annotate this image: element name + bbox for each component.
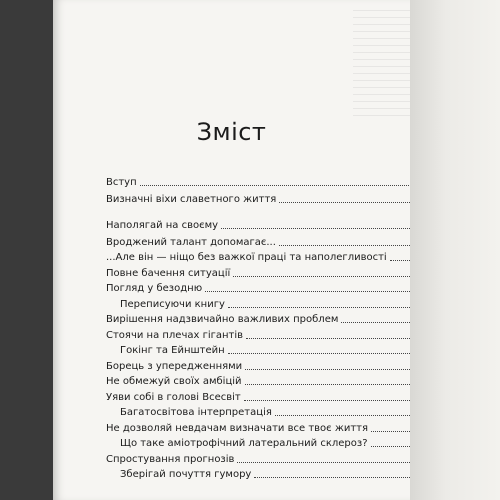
toc-entry-title: Переписуючи книгу — [120, 299, 225, 310]
toc-entry-title: Вирішення надзвичайно важливих проблем — [106, 314, 339, 325]
toc-entry — [120, 406, 426, 420]
dot-leader — [279, 202, 410, 203]
dot-leader — [221, 228, 410, 229]
dot-leader — [246, 338, 410, 339]
toc-entry — [106, 360, 426, 374]
toc-entry — [106, 193, 426, 207]
toc-entry — [106, 176, 426, 190]
toc-entry — [120, 344, 426, 358]
toc-entry — [106, 391, 426, 405]
toc-entry-title: Наполягай на своєму — [106, 220, 219, 231]
dot-leader — [254, 477, 410, 478]
dot-leader — [245, 369, 410, 370]
toc-entry-title: Вроджений талант допомагає... — [106, 237, 276, 248]
dot-leader — [244, 400, 411, 401]
dot-leader — [341, 322, 410, 323]
dot-leader — [228, 353, 411, 354]
toc-entry — [106, 453, 426, 467]
dot-leader — [140, 185, 417, 186]
toc-entry-title: Борець з упередженнями — [106, 361, 243, 372]
dot-leader — [205, 291, 410, 292]
toc-entry — [120, 298, 426, 312]
toc-entry — [106, 313, 426, 327]
toc-entry — [120, 468, 426, 482]
dot-leader — [233, 276, 410, 277]
toc-entry-title: Спростування прогнозів — [106, 454, 235, 465]
toc-entry-title: Не обмежуй своїх амбіцій — [106, 376, 242, 387]
toc-entry-title: Вступ — [106, 177, 137, 188]
toc-entry-title: ...Але він — ніщо без важкої праці та наполегливості — [106, 252, 387, 263]
toc-entry — [106, 375, 426, 389]
toc-entry-title: Повне бачення ситуації — [106, 268, 231, 279]
toc-entry-title: Зберігай почуття гумору — [120, 469, 252, 480]
toc-entry-title: Гокінг та Ейнштейн — [120, 345, 225, 356]
dot-leader — [279, 245, 410, 246]
toc-entry — [106, 219, 426, 233]
toc-entry-title: Багатосвітова інтерпретація — [120, 407, 272, 418]
toc-entry-title: Погляд у безодню — [106, 283, 203, 294]
toc-entry-title: Стоячи на плечах гігантів — [106, 330, 244, 341]
toc-entry-title: Що таке аміотрофічний латеральний склероз? — [120, 438, 368, 449]
dot-leader — [245, 384, 411, 385]
toc-entry — [120, 437, 426, 451]
toc-entry-title: Уяви собі в голові Всесвіт — [106, 392, 241, 403]
toc-entry-title: Визначні віхи славетного життя — [106, 194, 277, 205]
toc-entry — [106, 282, 426, 296]
dot-leader — [237, 462, 410, 463]
toc-entry — [106, 329, 426, 343]
dot-leader — [228, 307, 410, 308]
contents-heading: Зміст — [196, 118, 267, 146]
book-page — [53, 0, 410, 500]
toc-entry — [106, 251, 426, 265]
page-margin-shadow — [410, 0, 500, 500]
toc-entry-title: Не дозволяй невдачам визначати все твоє життя — [106, 423, 368, 434]
dot-leader — [371, 446, 411, 447]
dot-leader — [371, 431, 410, 432]
toc-entry — [106, 422, 426, 436]
toc-entry — [106, 236, 426, 250]
toc-entry — [106, 267, 426, 281]
dot-leader — [275, 415, 410, 416]
dot-leader — [390, 260, 411, 261]
